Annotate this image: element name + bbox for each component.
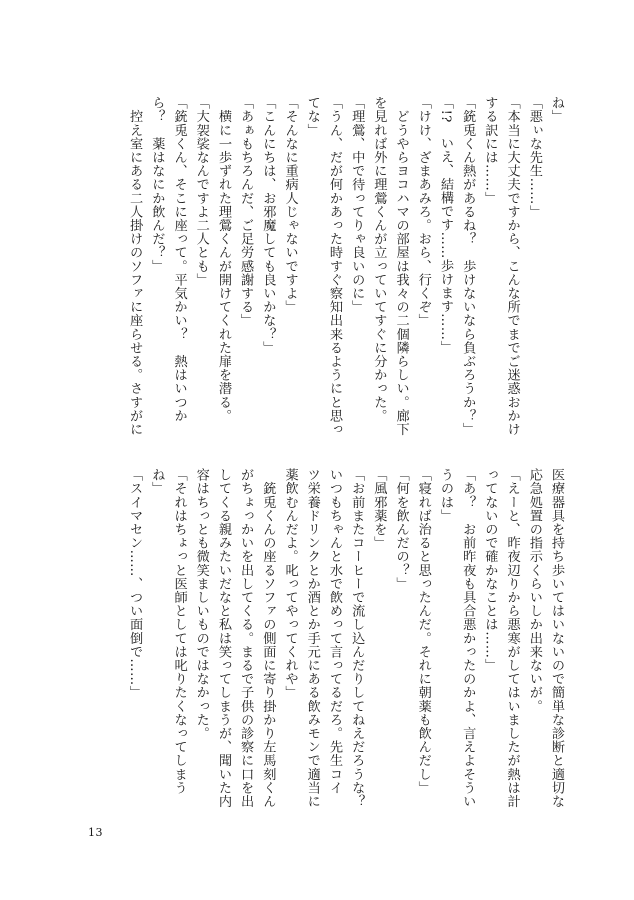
text-line: 「えーと、昨夜辺りから悪寒がしてはいましたが熱は計 <box>504 468 520 808</box>
text-line: ね」 <box>149 468 165 496</box>
text-line: 「寝れば治ると思ったんだ。それに朝薬も飲んだし」 <box>415 468 431 795</box>
text-line: 「あぁもちろんだ、ご足労感謝する」 <box>238 96 254 328</box>
text-line: うのは」 <box>437 468 453 523</box>
text-line: 「そんなに重病人じゃないですよ」 <box>282 96 298 314</box>
text-line: 「うん、だが何かあった時すぐ察知出来るようにと思っ <box>326 96 342 436</box>
lower-text-block <box>123 468 567 828</box>
text-line: 「お前またコーヒーで流し込んだりしてねえだろうな？ <box>349 468 365 808</box>
text-line: 応急処置の指示くらいしか出来ないが。 <box>526 468 542 713</box>
text-line: ら？ 薬はなにか飲んだ？」 <box>149 96 165 273</box>
text-line: 「銃兎くん、そこに座って。平気かい？ 熱はいつか <box>171 96 187 423</box>
text-line: 「本当に大丈夫ですから、こんな所でまでご迷惑おかけ <box>504 96 520 436</box>
text-line: 「理鶯、中で待ってりゃ良いのに」 <box>349 96 365 314</box>
text-line: を見れば外に理鶯くんが立っていてすぐに分かった。 <box>371 96 387 423</box>
text-line: 「それはちょっと医師としては叱りたくなってしまう <box>171 468 187 795</box>
text-line: 「銃兎くん熱があるね？ 歩けないなら負ぶろうか？」 <box>460 96 476 436</box>
text-line: 「スイマセン……、つい面倒で……」 <box>127 468 143 700</box>
text-line: 「何を飲んだの？」 <box>393 468 409 591</box>
text-line: 「悪ぃな先生……」 <box>526 96 542 219</box>
text-line: がちょっかいを出してくる。まるで子供の診察に口を出 <box>238 468 254 808</box>
upper-text-block <box>123 96 567 456</box>
text-line: 「あ？ お前昨夜も具合悪かったのかよ、言えよそうい <box>460 468 476 808</box>
text-line: ね」 <box>549 96 564 124</box>
text-line: ツ栄養ドリンクとか酒とか手元にある飲みモンで適当に <box>304 468 320 808</box>
text-line: する訳には……」 <box>482 96 498 205</box>
text-line: 薬飲むんだよ。叱ってやってくれや」 <box>282 468 298 700</box>
text-line: 「けけ、ざまあみろ。おら、行くぞ」 <box>415 96 431 328</box>
text-line: いつもちゃんと水で飲めって言ってるだろ。先生コイ <box>326 468 342 795</box>
page-number: 13 <box>88 826 103 839</box>
text-line: 「こんにちは、お邪魔しても良いかな？」 <box>260 96 276 355</box>
text-line: 容はちっとも微笑ましいものではなかった。 <box>193 468 209 740</box>
text-line: 「大袈裟なんですよ二人とも」 <box>193 96 209 287</box>
text-line: 横に一歩ずれた理鶯くんが開けてくれた扉を潜る。 <box>215 96 231 423</box>
text-line: 「!? いえ、結構です……歩けます……」 <box>437 96 453 354</box>
text-line: 銃兎くんの座るソファの側面に寄り掛かり左馬刻くん <box>260 468 276 808</box>
text-line: してくる親みたいだなと私は笑ってしまうが、聞いた内 <box>215 468 231 808</box>
text-line: 「風邪薬を」 <box>371 468 387 550</box>
text-line: てな」 <box>304 96 320 137</box>
text-line: 医療器具を持ち歩いてはいないので簡単な診断と適切な <box>549 468 564 808</box>
text-line: ってないので確かなことは……」 <box>482 468 498 672</box>
text-line: 控え室にある二人掛けのソファに座らせる。さすがに <box>127 96 143 436</box>
text-line: どうやらヨコハマの部屋は我々の二個隣らしい。廊下 <box>393 96 409 436</box>
